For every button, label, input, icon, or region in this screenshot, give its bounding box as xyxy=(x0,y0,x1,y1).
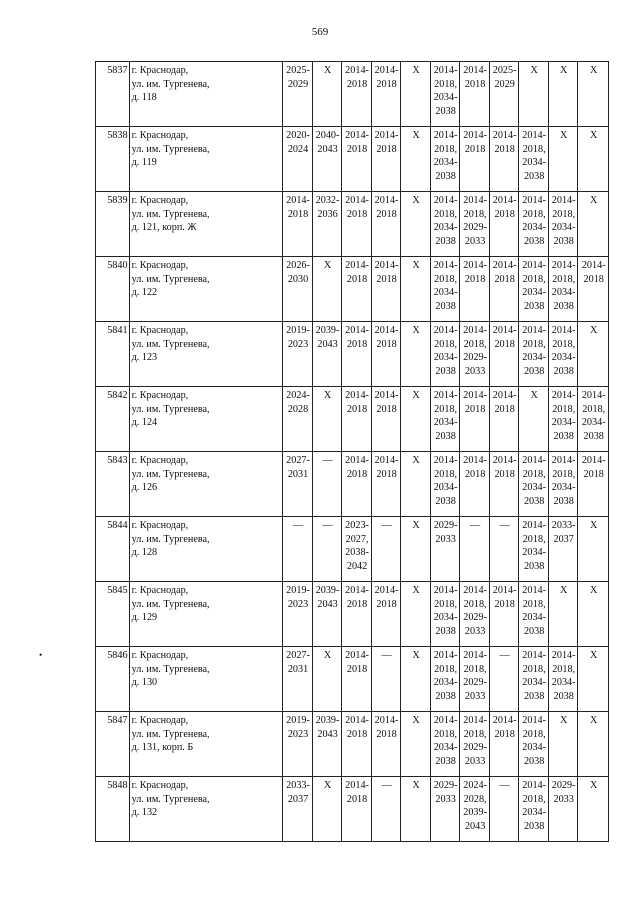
period-cell: 2014- 2018, 2034- 2038 xyxy=(519,257,549,322)
period-cell: 2014- 2018, 2034- 2038 xyxy=(430,582,460,647)
period-cell: 2014- 2018, 2034- 2038 xyxy=(548,257,578,322)
period-cell: 2040- 2043 xyxy=(312,127,342,192)
period-cell: X xyxy=(519,62,549,127)
period-cell: 2014- 2018 xyxy=(489,257,519,322)
period-cell: 2033- 2037 xyxy=(283,777,313,842)
period-cell: 2014- 2018 xyxy=(342,257,372,322)
period-cell: 2014- 2018, 2034- 2038 xyxy=(519,647,549,712)
period-cell: 2026- 2030 xyxy=(283,257,313,322)
period-cell: 2014- 2018, 2034- 2038 xyxy=(519,582,549,647)
record-number: 5843 xyxy=(96,452,130,517)
period-cell: 2020- 2024 xyxy=(283,127,313,192)
period-cell: 2014- 2018, 2034- 2038 xyxy=(548,192,578,257)
period-cell: 2033- 2037 xyxy=(548,517,578,582)
period-cell: X xyxy=(401,127,431,192)
period-cell: 2039- 2043 xyxy=(312,712,342,777)
record-number: 5847 xyxy=(96,712,130,777)
period-cell: X xyxy=(401,257,431,322)
period-cell: 2023- 2027, 2038- 2042 xyxy=(342,517,372,582)
period-cell: 2014- 2018, 2034- 2038 xyxy=(519,452,549,517)
period-cell: 2014- 2018 xyxy=(342,452,372,517)
address-cell: г. Краснодар, ул. им. Тургенева, д. 130 xyxy=(129,647,283,712)
period-cell: X xyxy=(401,712,431,777)
period-cell: X xyxy=(578,582,609,647)
period-cell: 2014- 2018 xyxy=(342,777,372,842)
period-cell: 2025- 2029 xyxy=(283,62,313,127)
period-cell: 2014- 2018, 2034- 2038 xyxy=(430,452,460,517)
period-cell: 2014- 2018, 2034- 2038 xyxy=(430,387,460,452)
period-cell: 2014- 2018 xyxy=(342,322,372,387)
address-cell: г. Краснодар, ул. им. Тургенева, д. 121, корп. Ж xyxy=(129,192,283,257)
address-cell: г. Краснодар, ул. им. Тургенева, д. 124 xyxy=(129,387,283,452)
period-cell: 2014- 2018 xyxy=(342,582,372,647)
period-cell: — xyxy=(460,517,490,582)
period-cell: 2024- 2028 xyxy=(283,387,313,452)
period-cell: 2014- 2018 xyxy=(489,712,519,777)
period-cell: 2014- 2018, 2034- 2038 xyxy=(548,647,578,712)
period-cell: 2027- 2031 xyxy=(283,452,313,517)
record-number: 5838 xyxy=(96,127,130,192)
period-cell: X xyxy=(548,127,578,192)
record-number: 5844 xyxy=(96,517,130,582)
period-cell: 2014- 2018 xyxy=(489,192,519,257)
period-cell: 2014- 2018 xyxy=(460,452,490,517)
period-cell: 2014- 2018 xyxy=(342,192,372,257)
address-cell: г. Краснодар, ул. им. Тургенева, д. 132 xyxy=(129,777,283,842)
period-cell: 2014- 2018, 2034- 2038 xyxy=(519,127,549,192)
table-row xyxy=(96,647,609,712)
period-cell: 2014- 2018 xyxy=(342,62,372,127)
period-cell: X xyxy=(401,582,431,647)
period-cell: 2014- 2018, 2034- 2038 xyxy=(519,322,549,387)
period-cell: 2014- 2018, 2029- 2033 xyxy=(460,712,490,777)
period-cell: 2019- 2023 xyxy=(283,582,313,647)
period-cell: 2014- 2018 xyxy=(371,452,401,517)
period-cell: X xyxy=(548,62,578,127)
address-cell: г. Краснодар, ул. им. Тургенева, д. 126 xyxy=(129,452,283,517)
period-cell: 2014- 2018 xyxy=(342,387,372,452)
period-cell: — xyxy=(371,647,401,712)
period-cell: X xyxy=(401,322,431,387)
period-cell: 2014- 2018, 2029- 2033 xyxy=(460,647,490,712)
period-cell: X xyxy=(548,712,578,777)
period-cell: 2014- 2018, 2034- 2038 xyxy=(578,387,609,452)
period-cell: X xyxy=(312,257,342,322)
period-cell: — xyxy=(283,517,313,582)
record-number: 5839 xyxy=(96,192,130,257)
period-cell: 2014- 2018, 2029- 2033 xyxy=(460,582,490,647)
period-cell: 2014- 2018 xyxy=(460,62,490,127)
address-cell: г. Краснодар, ул. им. Тургенева, д. 128 xyxy=(129,517,283,582)
period-cell: 2014- 2018 xyxy=(489,452,519,517)
period-cell: 2032- 2036 xyxy=(312,192,342,257)
period-cell: 2029- 2033 xyxy=(430,517,460,582)
table-row xyxy=(96,582,609,647)
period-cell: 2014- 2018 xyxy=(283,192,313,257)
table-row xyxy=(96,322,609,387)
schedule-table xyxy=(95,61,609,842)
period-cell: — xyxy=(371,517,401,582)
period-cell: X xyxy=(578,322,609,387)
table-row xyxy=(96,192,609,257)
period-cell: 2014- 2018 xyxy=(342,647,372,712)
address-cell: г. Краснодар, ул. им. Тургенева, д. 129 xyxy=(129,582,283,647)
period-cell: 2014- 2018 xyxy=(489,127,519,192)
period-cell: 2014- 2018 xyxy=(489,387,519,452)
period-cell: 2014- 2018, 2034- 2038 xyxy=(519,192,549,257)
table-row xyxy=(96,257,609,322)
period-cell: — xyxy=(312,517,342,582)
period-cell: 2014- 2018, 2029- 2033 xyxy=(460,322,490,387)
record-number: 5840 xyxy=(96,257,130,322)
period-cell: X xyxy=(578,712,609,777)
period-cell: X xyxy=(312,387,342,452)
period-cell: 2014- 2018 xyxy=(489,582,519,647)
period-cell: — xyxy=(312,452,342,517)
period-cell: X xyxy=(312,777,342,842)
period-cell: X xyxy=(578,62,609,127)
period-cell: 2014- 2018, 2034- 2038 xyxy=(430,257,460,322)
period-cell: 2014- 2018, 2034- 2038 xyxy=(548,452,578,517)
period-cell: 2014- 2018, 2034- 2038 xyxy=(430,127,460,192)
table-row xyxy=(96,127,609,192)
address-cell: г. Краснодар, ул. им. Тургенева, д. 131, корп. Б xyxy=(129,712,283,777)
period-cell: 2014- 2018 xyxy=(371,322,401,387)
period-cell: 2025- 2029 xyxy=(489,62,519,127)
period-cell: X xyxy=(312,647,342,712)
period-cell: 2014- 2018 xyxy=(371,387,401,452)
period-cell: 2014- 2018, 2034- 2038 xyxy=(519,712,549,777)
period-cell: 2014- 2018 xyxy=(489,322,519,387)
table-row xyxy=(96,517,609,582)
period-cell: X xyxy=(401,387,431,452)
period-cell: 2014- 2018 xyxy=(342,127,372,192)
period-cell: 2014- 2018, 2034- 2038 xyxy=(430,647,460,712)
address-cell: г. Краснодар, ул. им. Тургенева, д. 119 xyxy=(129,127,283,192)
period-cell: X xyxy=(578,127,609,192)
address-cell: г. Краснодар, ул. им. Тургенева, д. 123 xyxy=(129,322,283,387)
period-cell: 2014- 2018, 2034- 2038 xyxy=(519,777,549,842)
record-number: 5841 xyxy=(96,322,130,387)
period-cell: X xyxy=(578,192,609,257)
table-row xyxy=(96,777,609,842)
period-cell: 2029- 2033 xyxy=(430,777,460,842)
period-cell: 2014- 2018 xyxy=(342,712,372,777)
period-cell: 2014- 2018, 2034- 2038 xyxy=(430,62,460,127)
period-cell: 2014- 2018 xyxy=(578,257,609,322)
record-number: 5842 xyxy=(96,387,130,452)
period-cell: 2014- 2018, 2034- 2038 xyxy=(548,322,578,387)
period-cell: 2024- 2028, 2039- 2043 xyxy=(460,777,490,842)
period-cell: 2019- 2023 xyxy=(283,322,313,387)
period-cell: 2014- 2018 xyxy=(371,712,401,777)
record-number: 5846 xyxy=(96,647,130,712)
period-cell: — xyxy=(489,647,519,712)
period-cell: X xyxy=(519,387,549,452)
address-cell: г. Краснодар, ул. им. Тургенева, д. 122 xyxy=(129,257,283,322)
period-cell: X xyxy=(401,777,431,842)
scan-speck: • xyxy=(39,650,43,660)
page-number: 569 xyxy=(311,26,329,38)
record-number: 5837 xyxy=(96,62,130,127)
table-row xyxy=(96,452,609,517)
period-cell: 2014- 2018 xyxy=(371,192,401,257)
period-cell: X xyxy=(401,517,431,582)
period-cell: X xyxy=(578,647,609,712)
period-cell: X xyxy=(312,62,342,127)
period-cell: 2014- 2018 xyxy=(371,257,401,322)
period-cell: 2014- 2018 xyxy=(460,257,490,322)
period-cell: X xyxy=(548,582,578,647)
period-cell: 2027- 2031 xyxy=(283,647,313,712)
period-cell: 2014- 2018 xyxy=(371,582,401,647)
table-row xyxy=(96,62,609,127)
period-cell: 2014- 2018 xyxy=(578,452,609,517)
period-cell: 2014- 2018 xyxy=(371,62,401,127)
period-cell: 2014- 2018 xyxy=(460,127,490,192)
schedule-table-body xyxy=(96,62,609,842)
period-cell: — xyxy=(371,777,401,842)
period-cell: X xyxy=(401,192,431,257)
period-cell: 2014- 2018, 2029- 2033 xyxy=(460,192,490,257)
period-cell: X xyxy=(401,452,431,517)
period-cell: X xyxy=(578,777,609,842)
table-row xyxy=(96,387,609,452)
period-cell: X xyxy=(401,647,431,712)
period-cell: X xyxy=(401,62,431,127)
record-number: 5845 xyxy=(96,582,130,647)
period-cell: 2039- 2043 xyxy=(312,582,342,647)
period-cell: 2014- 2018 xyxy=(460,387,490,452)
period-cell: 2014- 2018, 2034- 2038 xyxy=(430,322,460,387)
period-cell: — xyxy=(489,517,519,582)
record-number: 5848 xyxy=(96,777,130,842)
period-cell: 2039- 2043 xyxy=(312,322,342,387)
period-cell: — xyxy=(489,777,519,842)
period-cell: X xyxy=(578,517,609,582)
period-cell: 2014- 2018, 2034- 2038 xyxy=(519,517,549,582)
period-cell: 2014- 2018, 2034- 2038 xyxy=(430,712,460,777)
period-cell: 2019- 2023 xyxy=(283,712,313,777)
address-cell: г. Краснодар, ул. им. Тургенева, д. 118 xyxy=(129,62,283,127)
period-cell: 2014- 2018, 2034- 2038 xyxy=(430,192,460,257)
table-row xyxy=(96,712,609,777)
period-cell: 2014- 2018, 2034- 2038 xyxy=(548,387,578,452)
period-cell: 2029- 2033 xyxy=(548,777,578,842)
period-cell: 2014- 2018 xyxy=(371,127,401,192)
